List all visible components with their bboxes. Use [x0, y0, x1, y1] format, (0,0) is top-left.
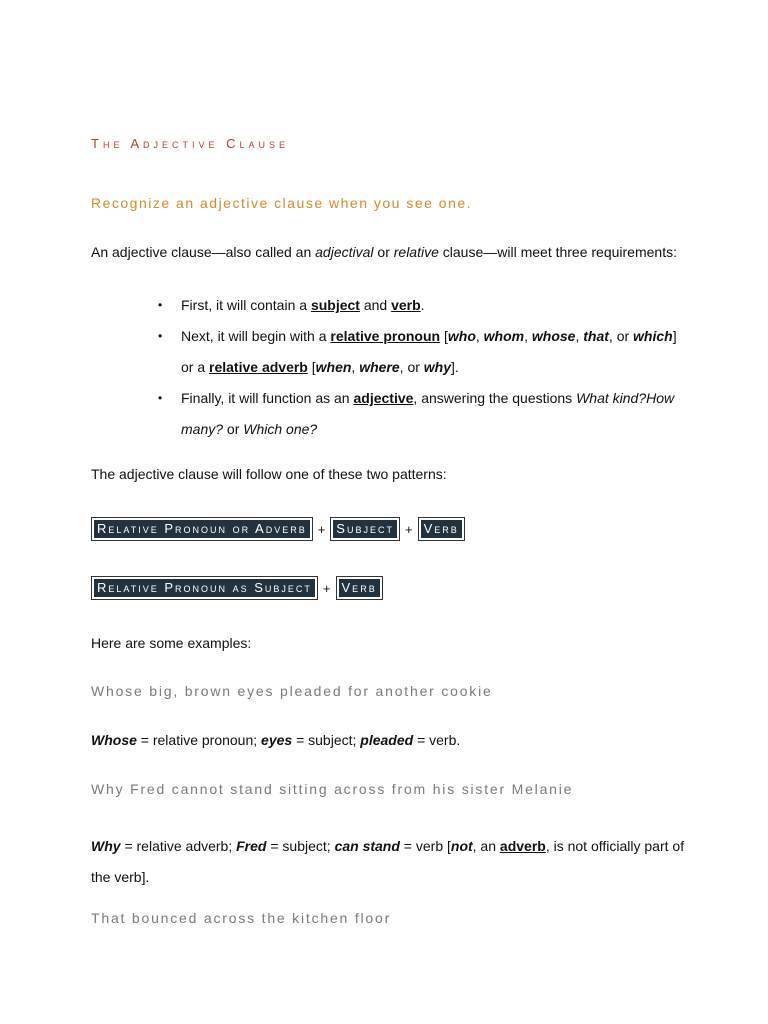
keyword-link[interactable]: adjective [353, 390, 414, 406]
text: Next, it will begin with a [181, 328, 331, 344]
text: = relative adverb; [120, 838, 237, 854]
word: whom [483, 328, 525, 344]
plus-sign: + [322, 580, 331, 596]
pattern-box [418, 517, 465, 541]
pattern-box [330, 517, 400, 541]
plus-sign: + [404, 521, 413, 537]
text: = verb [ [399, 838, 451, 854]
example-sentence-2: Why Fred cannot stand sitting across from his sister Melanie [91, 781, 574, 797]
text: , [351, 359, 360, 375]
text: , [524, 328, 532, 344]
text: , or [608, 328, 634, 344]
text: = relative pronoun; [136, 732, 262, 748]
text: Finally, it will function as an [181, 390, 354, 406]
word: where [359, 359, 400, 375]
intro-text-2: or [373, 244, 394, 260]
pattern-label: Relative Pronoun as Subject [94, 579, 315, 597]
word: Fred [236, 838, 267, 854]
word: Whose [91, 732, 137, 748]
text: the verb]. [91, 869, 150, 885]
pattern-box [91, 517, 313, 541]
text: or [223, 421, 244, 437]
page-title: The Adjective Clause [91, 136, 290, 151]
text: ] [672, 328, 677, 344]
text: . [420, 297, 425, 313]
text: and [359, 297, 392, 313]
pattern-label: Subject [333, 520, 397, 538]
text: ]. [451, 359, 459, 375]
text: , an [472, 838, 500, 854]
keyword-link[interactable]: adverb [499, 838, 546, 854]
bullet-icon: • [158, 329, 163, 343]
explanation-2 [91, 831, 684, 893]
patterns-intro: The adjective clause will follow one of these two patterns: [91, 466, 447, 482]
text: = verb. [413, 732, 461, 748]
explanation-1 [91, 732, 460, 748]
word: which [633, 328, 673, 344]
word: not [450, 838, 473, 854]
bullet-icon: • [158, 298, 163, 312]
word: why [423, 359, 452, 375]
word: eyes [261, 732, 293, 748]
word: that [583, 328, 609, 344]
text: First, it will contain a [181, 297, 311, 313]
text: , [575, 328, 584, 344]
italic-text: many? [181, 421, 224, 437]
intro-text-3: clause—will meet three requirements: [438, 244, 677, 260]
word: can stand [334, 838, 400, 854]
text: , is not officially part of [545, 838, 685, 854]
pattern-label: Verb [339, 579, 380, 597]
keyword-link[interactable]: verb [391, 297, 421, 313]
text: = subject; [292, 732, 361, 748]
list-item [158, 290, 677, 321]
example-sentence-3: That bounced across the kitchen floor [91, 910, 392, 926]
example-sentence-1: Whose big, brown eyes pleaded for another cookie [91, 683, 493, 699]
pattern-box [336, 576, 383, 600]
list-item [158, 383, 677, 445]
intro-text-1: An adjective clause—also called an [91, 244, 316, 260]
intro-italic-2: relative [393, 244, 439, 260]
word: whose [531, 328, 576, 344]
keyword-link[interactable]: subject [310, 297, 360, 313]
text: = subject; [266, 838, 335, 854]
section-heading: Recognize an adjective clause when you see one. [91, 195, 473, 211]
requirements-list [158, 290, 677, 445]
keyword-link[interactable]: relative pronoun [330, 328, 441, 344]
pattern-2 [91, 576, 383, 600]
text: , [475, 328, 484, 344]
plus-sign: + [317, 521, 326, 537]
word: who [447, 328, 476, 344]
list-item [158, 321, 677, 383]
bullet-icon: • [158, 391, 163, 405]
text: [ [440, 328, 448, 344]
text: , answering the questions [413, 390, 577, 406]
italic-text: Which one? [243, 421, 318, 437]
text: [ [307, 359, 316, 375]
italic-text: What kind?How [576, 390, 675, 406]
keyword-link[interactable]: relative adverb [209, 359, 308, 375]
intro-italic-1: adjectival [315, 244, 374, 260]
intro-paragraph [91, 244, 677, 260]
word: Why [91, 838, 121, 854]
pattern-label: Verb [421, 520, 462, 538]
word: when [315, 359, 352, 375]
pattern-box [91, 576, 318, 600]
pattern-label: Relative Pronoun or Adverb [94, 520, 310, 538]
word: pleaded [360, 732, 414, 748]
examples-intro: Here are some examples: [91, 635, 252, 651]
text: , or [399, 359, 424, 375]
pattern-1 [91, 517, 465, 541]
text: or a [181, 359, 210, 375]
